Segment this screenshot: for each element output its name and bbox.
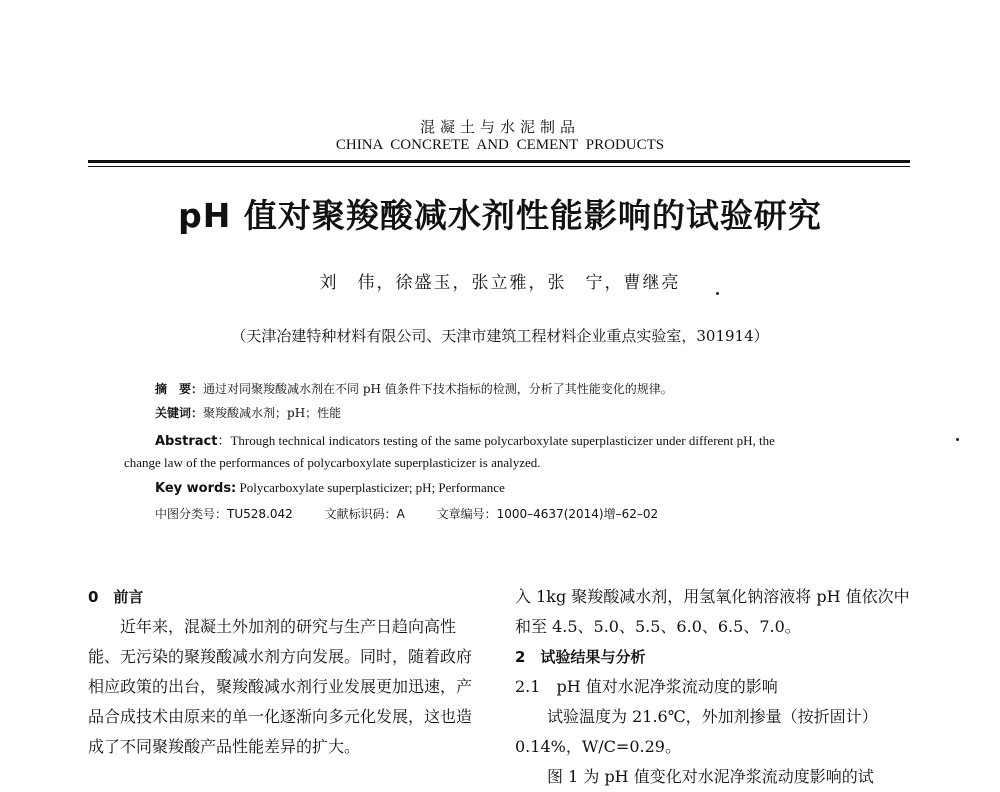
body-paragraph: 图 1 为 pH 值变化对水泥净浆流动度影响的试 <box>547 767 874 786</box>
body-left-column <box>88 582 483 762</box>
abstract-cn-text: 通过对同聚羧酸减水剂在不同 pH 值条件下技术指标的检测，分析了其性能变化的规律。 <box>203 382 673 396</box>
paper-title: pH 值对聚羧酸减水剂性能影响的试验研究 <box>178 196 822 235</box>
keywords-cn-label: 关键词： <box>155 406 204 420</box>
scan-speck <box>716 292 719 295</box>
header-rule-thin <box>88 166 910 167</box>
keywords-cn <box>155 404 341 421</box>
section-0-heading: 0 前言 <box>88 588 144 606</box>
clc-number: 中图分类号：TU528.042 <box>155 507 293 521</box>
journal-name-en: CHINA CONCRETE AND CEMENT PRODUCTS <box>335 137 665 153</box>
abstract-cn-label: 摘 要： <box>155 382 204 396</box>
body-right-column <box>515 582 910 792</box>
scan-speck <box>956 438 959 441</box>
header-rule-thick <box>88 160 910 163</box>
body-paragraph: 试验温度为 21.6℃，外加剂掺量（按折固计）0.14%，W/C=0.29。 <box>515 707 878 756</box>
abstract-en-line1 <box>155 430 775 449</box>
keywords-en <box>155 480 505 496</box>
journal-name-cn: 混凝土与水泥制品 <box>419 118 580 136</box>
article-number: 文章编号：1000–4637(2014)增–62–02 <box>436 507 659 521</box>
paper-authors: 刘 伟，徐盛玉，张立雅，张 宁，曹继亮 <box>319 273 681 293</box>
paper-affiliation: （天津冶建特种材料有限公司、天津市建筑工程材料企业重点实验室，301914） <box>231 327 769 345</box>
section-2-1-heading: 2.1 pH 值对水泥净浆流动度的影响 <box>515 677 778 696</box>
body-paragraph: 近年来，混凝土外加剂的研究与生产日趋向高性能、无污染的聚羧酸减水剂方向发展。同时，随着政府相应政策的出台，聚羧酸减水剂行业发展更加迅速，产品合成技术由原来的单一化逐渐向多元化发展，这也造成了不同聚羧酸产品性能差异的扩大。 <box>88 617 473 756</box>
abstract-cn <box>155 380 673 397</box>
section-2-heading: 2 试验结果与分析 <box>515 648 646 666</box>
keywords-en-text: Polycarboxylate superplasticizer; pH; Performance <box>236 480 505 495</box>
body-paragraph-continued: 入 1kg 聚羧酸减水剂，用氢氧化钠溶液将 pH 值依次中和至 4.5、5.0、5.5、6.0、6.5、7.0。 <box>515 587 910 636</box>
keywords-en-label: Key words: <box>155 481 237 496</box>
abstract-en-label: Abstract <box>155 434 218 449</box>
document-code: 文献标识码：A <box>324 507 405 521</box>
abstract-en-line2: change law of the performances of polycarboxylate superplasticizer is analyzed. <box>124 455 541 470</box>
classification-meta <box>155 505 686 522</box>
abstract-en-text-1: ：Through technical indicators testing of the same polycarboxylate superplasticizer under different pH, the <box>217 433 775 448</box>
keywords-cn-text: 聚羧酸减水剂；pH；性能 <box>203 406 342 420</box>
